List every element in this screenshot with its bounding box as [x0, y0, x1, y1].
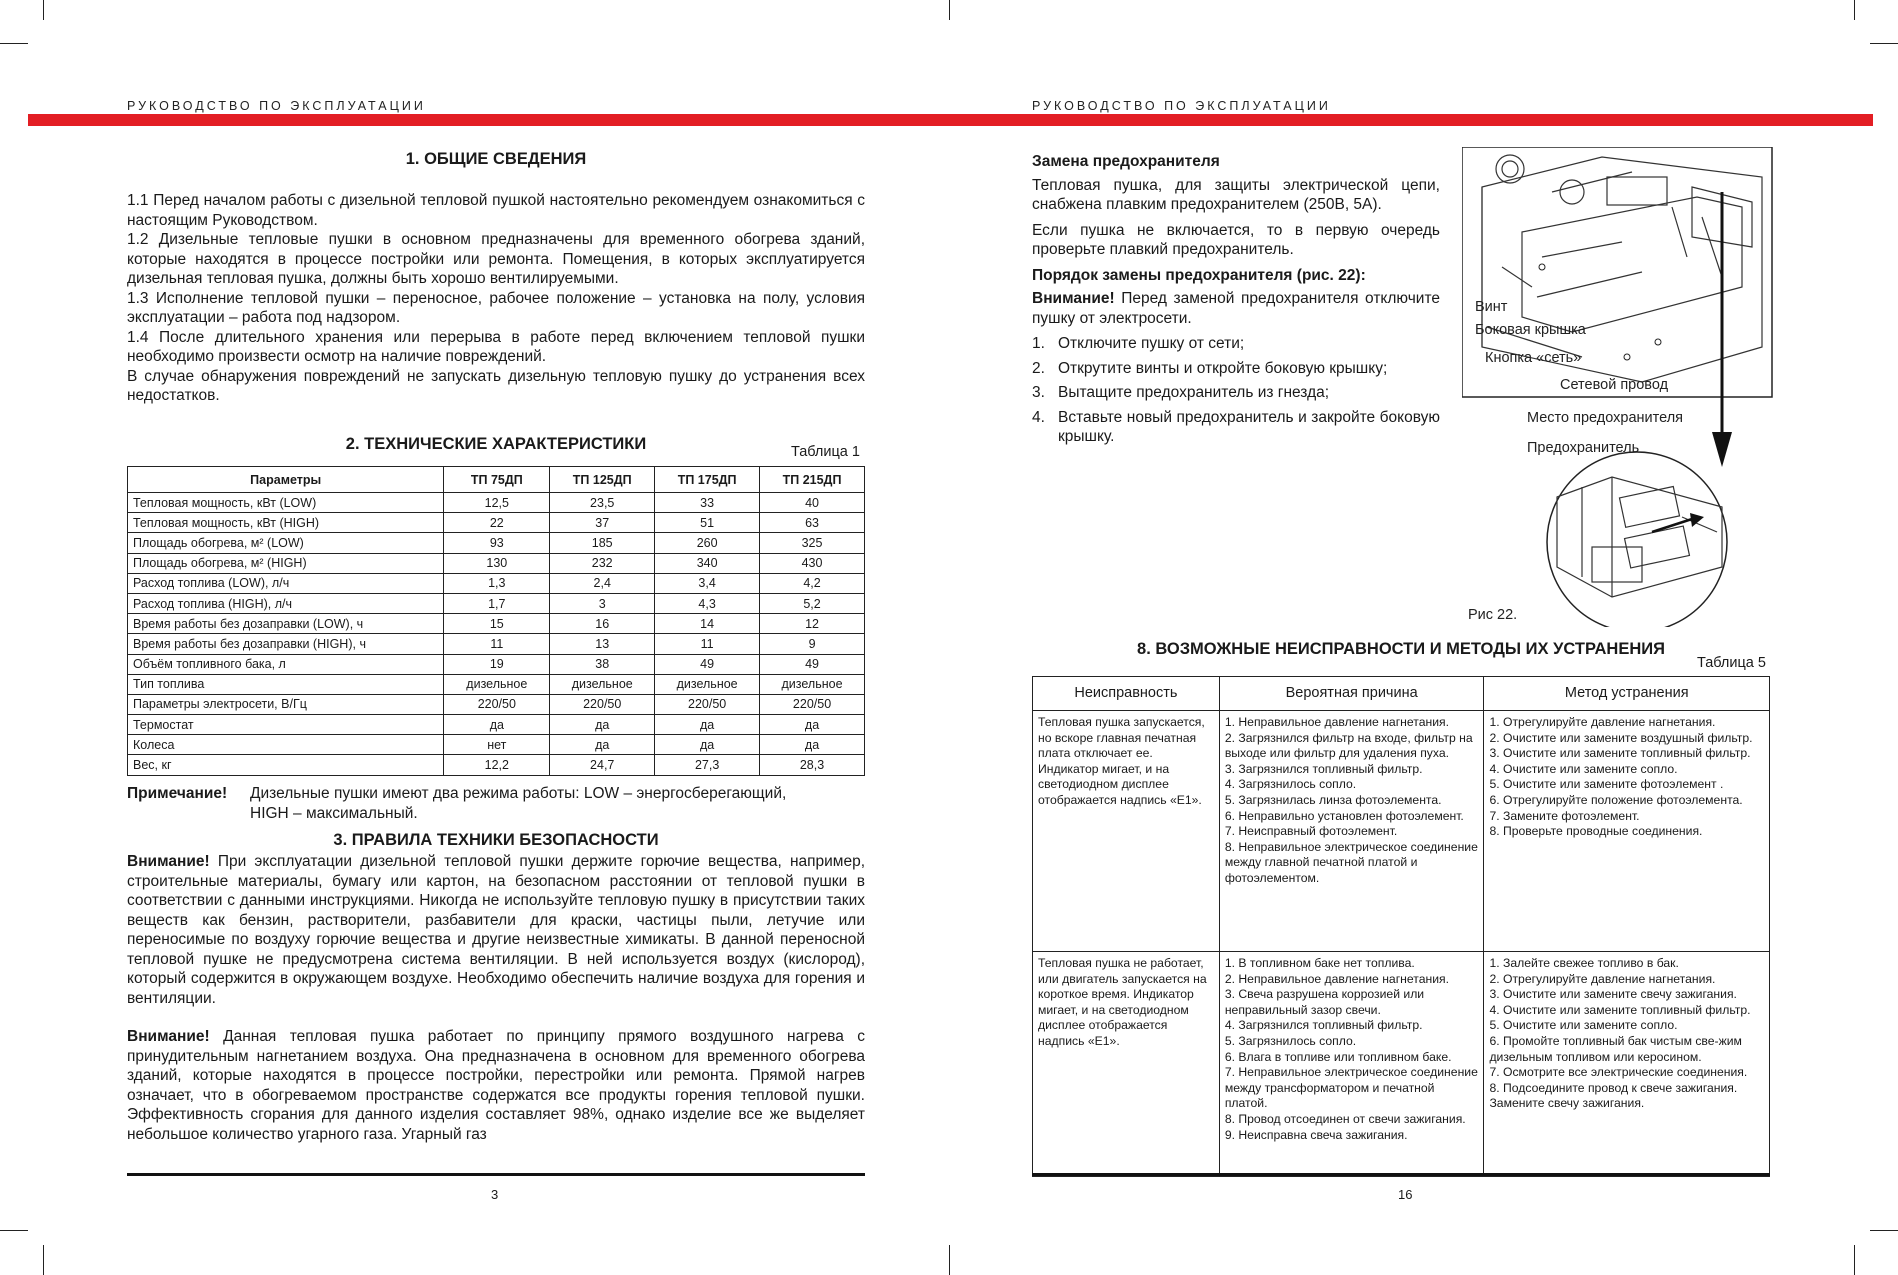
table-cell: 3,4 — [655, 573, 760, 593]
figure-label: Боковая крышка — [1475, 322, 1586, 338]
table-cell: да — [655, 715, 760, 735]
table-cell: дизельное — [550, 674, 655, 694]
figure-label: Предохранитель — [1527, 440, 1640, 456]
paragraph: В случае обнаружения повреждений не запускать дизельную тепловую пушку до устранения всех недостатков. — [127, 367, 865, 404]
warning — [1032, 289, 1440, 328]
table-cell: нет — [444, 735, 550, 755]
table-cell: Площадь обогрева, м² (HIGH) — [128, 553, 444, 573]
running-header-left: РУКОВОДСТВО ПО ЭКСПЛУАТАЦИИ — [127, 99, 426, 113]
table-cell: 11 — [655, 634, 760, 654]
table-cell: 340 — [655, 553, 760, 573]
crop-mark — [949, 1245, 950, 1275]
table-cell: 1,3 — [444, 573, 550, 593]
column-header: ТП 125ДП — [550, 467, 655, 493]
cause-cell — [1219, 711, 1484, 952]
red-header-bar — [28, 114, 1873, 126]
table-cell: 28,3 — [760, 755, 865, 775]
fix-line: 5. Очистите или замените фотоэлемент . — [1489, 777, 1724, 792]
table-cell: 49 — [760, 654, 865, 674]
paragraph-text: При эксплуатации дизельной тепловой пушки держите горючие вещества, например, строительные материалы, бумагу или картон, на безопасном расстоянии от тепловой пушки в соответствии с данными инструкциями. Никогда не используйте тепловую пушку в присутствии таких веществ как бензин, растворители, разбавители для краски, частицы пыли, летучие или переносимые по воздуху горючие вещества и другие неизвестные химикаты. В данной переносной тепловой пушке не предусмотрена система вентиляции. В ней используется воздух (кислород), который содержится в окружающем воздухе. Необходимо обеспечить наличие воздуха для горения и вентиляции. — [127, 853, 865, 1007]
table-cell: 5,2 — [760, 593, 865, 613]
table-cell: Объём топливного бака, л — [128, 654, 444, 674]
fix-line: 4. Очистите или замените топливный фильтр. — [1489, 1002, 1751, 1017]
table-cell: 24,7 — [550, 755, 655, 775]
fault-cell: Тепловая пушка не работает, или двигатель запускается на короткое время. Индикатор мигает, и на светодиодном дисплее отображается надпись «Е1». — [1033, 952, 1220, 1177]
crop-mark — [1870, 1230, 1898, 1231]
figure-label: Место предохранителя — [1527, 410, 1684, 426]
crop-mark — [1854, 1245, 1855, 1275]
table-cell: 22 — [444, 513, 550, 533]
fuse-order-title: Порядок замены предохранителя (рис. 22): — [1032, 266, 1366, 284]
table-row — [128, 674, 865, 694]
step-number: 3. — [1032, 384, 1045, 401]
cause-line: 8. Провод отсоединен от свечи зажигания. — [1224, 1111, 1466, 1126]
table-cell: 1,7 — [444, 593, 550, 613]
table-row — [128, 493, 865, 513]
table-row — [128, 715, 865, 735]
table-cell: 33 — [655, 493, 760, 513]
warning-label: Внимание! — [127, 853, 210, 870]
table-cell: Тип топлива — [128, 674, 444, 694]
table-cell: 430 — [760, 553, 865, 573]
figure-label: Кнопка «сеть» — [1485, 350, 1582, 366]
column-header: Вероятная причина — [1219, 677, 1484, 711]
paragraph-text: Данная тепловая пушка работает по принципу прямого воздушного нагрева с принудительным нагнетанием воздуха. Она предназначена в основном для временного обогрева зданий, которые находятся в процессе постройки, перестройки или ремонта. Прямой нагрев означает, что в обогреваемом пространстве содержатся все продукты горения тепловой пушки. Эффективность сгорания для данного изделия составляет 98%, однако изделие все же выделяет небольшое количество угарного газа. Угарный газ — [127, 1028, 865, 1143]
note-label: Примечание! — [127, 785, 228, 802]
cause-line: 4. Загрязнился топливный фильтр. — [1224, 1018, 1423, 1033]
cause-line: 1. Неправильное давление нагнетания. — [1224, 715, 1449, 729]
table-row — [1033, 952, 1770, 1177]
note — [127, 784, 865, 823]
paragraph: 1.3 Исполнение тепловой пушки – переносное, рабочее положение – установка на полу, условия эксплуатации – работа под надзором. — [127, 289, 865, 326]
table-cell: 2,4 — [550, 573, 655, 593]
crop-mark — [949, 0, 950, 20]
table-cell: 325 — [760, 533, 865, 553]
table-cell: 51 — [655, 513, 760, 533]
warning-text: Перед заменой предохранителя отключите пушку от электросети. — [1032, 290, 1440, 327]
table-cell: Время работы без дозаправки (HIGH), ч — [128, 634, 444, 654]
fix-line: 1. Отрегулируйте давление нагнетания. — [1489, 715, 1716, 729]
section-2-title: 2. ТЕХНИЧЕСКИЕ ХАРАКТЕРИСТИКИ — [345, 435, 647, 453]
table-cell: 27,3 — [655, 755, 760, 775]
table-cell: 38 — [550, 654, 655, 674]
fix-cell — [1484, 952, 1770, 1177]
table-header-row — [1033, 677, 1770, 711]
table-cell: 16 — [550, 614, 655, 634]
table-row — [128, 694, 865, 714]
fix-line: Замените свечу зажигания. — [1489, 1096, 1645, 1111]
paragraph: 1.1 Перед началом работы с дизельной тепловой пушкой настоятельно рекомендуем ознакомиться с настоящим Руководством. — [127, 192, 865, 229]
fix-line: 7. Замените фотоэлемент. — [1489, 808, 1640, 823]
step-text: Открутите винты и откройте боковую крышку; — [1058, 359, 1388, 377]
cause-line: 3. Свеча разрушена коррозией или неправильный зазор свечи. — [1224, 987, 1425, 1017]
cause-line: 7. Неисправный фотоэлемент. — [1224, 824, 1398, 839]
crop-mark — [1870, 43, 1898, 44]
section-1-body — [127, 191, 865, 406]
section-1-title: 1. ОБЩИЕ СВЕДЕНИЯ — [405, 150, 587, 168]
table-row — [128, 553, 865, 573]
list-item — [1032, 359, 1440, 379]
step-list — [1032, 334, 1440, 447]
figure-caption: Рис 22. — [1468, 607, 1518, 623]
table-header-row — [128, 467, 865, 493]
table-row — [128, 634, 865, 654]
table-cell: Вес, кг — [128, 755, 444, 775]
table-cell: 9 — [760, 634, 865, 654]
faults-table — [1032, 676, 1770, 1177]
page-number: 16 — [1398, 1187, 1413, 1202]
step-text: Отключите пушку от сети; — [1058, 335, 1245, 352]
cause-line: 2. Загрязнился фильтр на входе, фильтр на выходе или фильтр для удаления пуха. — [1224, 730, 1473, 761]
page-number: 3 — [491, 1187, 499, 1202]
table-row — [128, 654, 865, 674]
table-cell: дизельное — [444, 674, 550, 694]
note-text: HIGH – максимальный. — [250, 804, 418, 822]
table-cell: Тепловая мощность, кВт (LOW) — [128, 493, 444, 513]
column-header: Параметры — [128, 467, 444, 493]
table-row — [128, 513, 865, 533]
fix-line: 2. Очистите или замените воздушный фильтр. — [1489, 730, 1753, 745]
fix-line: 3. Очистите или замените свечу зажигания. — [1489, 987, 1737, 1002]
figure-22 — [1462, 147, 1774, 627]
table-cell: 19 — [444, 654, 550, 674]
table-cell: да — [655, 735, 760, 755]
figure-label: Сетевой провод — [1560, 377, 1669, 393]
paragraph: 1.2 Дизельные тепловые пушки в основном предназначены для временного обогрева зданий, которые находятся в процессе постройки или ремонта. Помещения, в которых эксплуатируется дизельная тепловая пушка, должны быть хорошо вентилируемыми. — [127, 231, 865, 287]
paragraph — [127, 852, 865, 1008]
column-header: ТП 215ДП — [760, 467, 865, 493]
table-cell: Колеса — [128, 735, 444, 755]
step-number: 1. — [1032, 335, 1045, 352]
fix-line: 1. Залейте свежее топливо в бак. — [1489, 956, 1679, 970]
table-cell: Тепловая мощность, кВт (HIGH) — [128, 513, 444, 533]
cause-line: 5. Загрязнилась линза фотоэлемента. — [1224, 792, 1442, 807]
left-page — [127, 150, 865, 406]
table-cell: 14 — [655, 614, 760, 634]
fix-line: 8. Проверьте проводные соединения. — [1489, 824, 1703, 839]
cause-line: 6. Влага в топливе или топливном баке. — [1224, 1049, 1452, 1064]
table-cell: 4,3 — [655, 593, 760, 613]
table-cell: да — [760, 715, 865, 735]
table-cell: 185 — [550, 533, 655, 553]
list-item — [1032, 408, 1440, 447]
table-cell: 23,5 — [550, 493, 655, 513]
crop-mark — [0, 43, 28, 44]
paragraph — [127, 1027, 865, 1144]
table-cell: да — [550, 715, 655, 735]
fix-line: 4. Очистите или замените сопло. — [1489, 761, 1678, 776]
table-cell: 37 — [550, 513, 655, 533]
warning-label: Внимание! — [127, 1028, 210, 1045]
column-header: Неисправность — [1033, 677, 1220, 711]
crop-mark — [43, 1245, 44, 1275]
step-text: Вытащите предохранитель из гнезда; — [1058, 384, 1330, 401]
table-cell: 3 — [550, 593, 655, 613]
table-cell: 4,2 — [760, 573, 865, 593]
column-header: Метод устранения — [1484, 677, 1770, 711]
footer-rule — [1032, 1173, 1770, 1176]
table-cell: 63 — [760, 513, 865, 533]
cause-line: 5. Загрязнилось сопло. — [1224, 1033, 1357, 1048]
table-cell: 15 — [444, 614, 550, 634]
cause-line: 8. Неправильное электрическое соединение между главной печатной платой и фотоэлементом. — [1224, 839, 1478, 885]
cause-line: 7. Неправильное электрическое соединение между трансформатором и печатной платой. — [1224, 1065, 1478, 1111]
table-cell: 220/50 — [444, 694, 550, 714]
table-cell: 12,5 — [444, 493, 550, 513]
table-cell: 220/50 — [760, 694, 865, 714]
warning-label: Внимание! — [1032, 290, 1115, 307]
table-cell: 40 — [760, 493, 865, 513]
step-number: 2. — [1032, 359, 1045, 377]
table-cell: да — [760, 735, 865, 755]
table-cell: Площадь обогрева, м² (LOW) — [128, 533, 444, 553]
table-cell: 12,2 — [444, 755, 550, 775]
table-row — [128, 614, 865, 634]
table-cell: 13 — [550, 634, 655, 654]
fix-line: 2. Отрегулируйте давление нагнетания. — [1489, 971, 1716, 986]
table-cell: 93 — [444, 533, 550, 553]
section-3-title: 3. ПРАВИЛА ТЕХНИКИ БЕЗОПАСНОСТИ — [333, 831, 659, 849]
table-cell: Расход топлива (LOW), л/ч — [128, 573, 444, 593]
paragraph: Тепловая пушка, для защиты электрической цепи, снабжена плавким предохранителем (250В, 5А). — [1032, 176, 1440, 213]
fix-line: 3. Очистите или замените топливный фильтр. — [1489, 746, 1751, 761]
cause-line: 9. Неисправна свеча зажигания. — [1224, 1127, 1408, 1142]
table-cell: 260 — [655, 533, 760, 553]
fuse-section — [1032, 152, 1440, 447]
fix-line: 8. Подсоедините провод к свече зажигания. — [1489, 1080, 1738, 1095]
section-8-title: 8. ВОЗМОЖНЫЕ НЕИСПРАВНОСТИ И МЕТОДЫ ИХ УСТРАНЕНИЯ — [1137, 640, 1665, 658]
list-item — [1032, 334, 1440, 354]
table-cell: 232 — [550, 553, 655, 573]
paragraph: Если пушка не включается, то в первую очередь проверьте плавкий предохранитель. — [1032, 221, 1440, 258]
list-item — [1032, 383, 1440, 403]
table-row — [128, 593, 865, 613]
table-row — [128, 755, 865, 775]
table-row — [128, 573, 865, 593]
cause-line: 1. В топливном баке нет топлива. — [1224, 956, 1415, 970]
fix-cell — [1484, 711, 1770, 952]
table-cell: 11 — [444, 634, 550, 654]
footer-rule — [127, 1173, 865, 1176]
table-cell: дизельное — [655, 674, 760, 694]
cause-line: 6. Неправильно установлен фотоэлемент. — [1224, 808, 1464, 823]
crop-mark — [1854, 0, 1855, 20]
cause-line: 2. Неправильное давление нагнетания. — [1224, 971, 1449, 986]
fuse-title: Замена предохранителя — [1032, 153, 1220, 170]
step-text: Вставьте новый предохранитель и закройте боковую крышку. — [1058, 408, 1440, 445]
section-3-body — [127, 852, 865, 1144]
fix-line: 6. Отрегулируйте положение фотоэлемента. — [1489, 792, 1743, 807]
table-cell: 220/50 — [655, 694, 760, 714]
paragraph: 1.4 После длительного хранения или перерыва в работе перед включением тепловой пушки необходимо произвести осмотр на наличие повреждений. — [127, 328, 865, 365]
cause-line: 4. Загрязнилось сопло. — [1224, 777, 1357, 792]
cause-line: 3. Загрязнился топливный фильтр. — [1224, 761, 1423, 776]
fault-cell: Тепловая пушка запускается, но вскоре главная печатная плата отключает ее. Индикатор мигает, и на светодиодном дисплее отображается надпись «Е1». — [1033, 711, 1220, 952]
figure-label: Винт — [1475, 299, 1508, 315]
table-5-label: Таблица 5 — [1697, 655, 1766, 671]
spec-table — [127, 466, 865, 776]
note-text: Дизельные пушки имеют два режима работы: LOW – энергосберегающий, — [250, 785, 787, 802]
crop-mark — [43, 0, 44, 20]
fix-line: 6. Промойте топливный бак чистым све-жим дизельным топливом или керосином. — [1489, 1033, 1742, 1064]
table-row — [1033, 711, 1770, 952]
step-number: 4. — [1032, 408, 1045, 426]
table-cell: Время работы без дозаправки (LOW), ч — [128, 614, 444, 634]
crop-mark — [0, 1230, 28, 1231]
table-cell: Параметры электросети, В/Гц — [128, 694, 444, 714]
table-cell: 130 — [444, 553, 550, 573]
column-header: ТП 75ДП — [444, 467, 550, 493]
table-row — [128, 735, 865, 755]
table-cell: да — [550, 735, 655, 755]
table-cell: 49 — [655, 654, 760, 674]
table-cell: Расход топлива (HIGH), л/ч — [128, 593, 444, 613]
table-cell: да — [444, 715, 550, 735]
table-row — [128, 533, 865, 553]
table-cell: 12 — [760, 614, 865, 634]
fix-line: 5. Очистите или замените сопло. — [1489, 1018, 1678, 1033]
running-header-right: РУКОВОДСТВО ПО ЭКСПЛУАТАЦИИ — [1032, 99, 1331, 113]
column-header: ТП 175ДП — [655, 467, 760, 493]
table-cell: 220/50 — [550, 694, 655, 714]
table-cell: Термостат — [128, 715, 444, 735]
table-cell: дизельное — [760, 674, 865, 694]
table-1-label: Таблица 1 — [791, 444, 860, 460]
fix-line: 7. Осмотрите все электрические соединения. — [1489, 1065, 1748, 1080]
cause-cell — [1219, 952, 1484, 1177]
